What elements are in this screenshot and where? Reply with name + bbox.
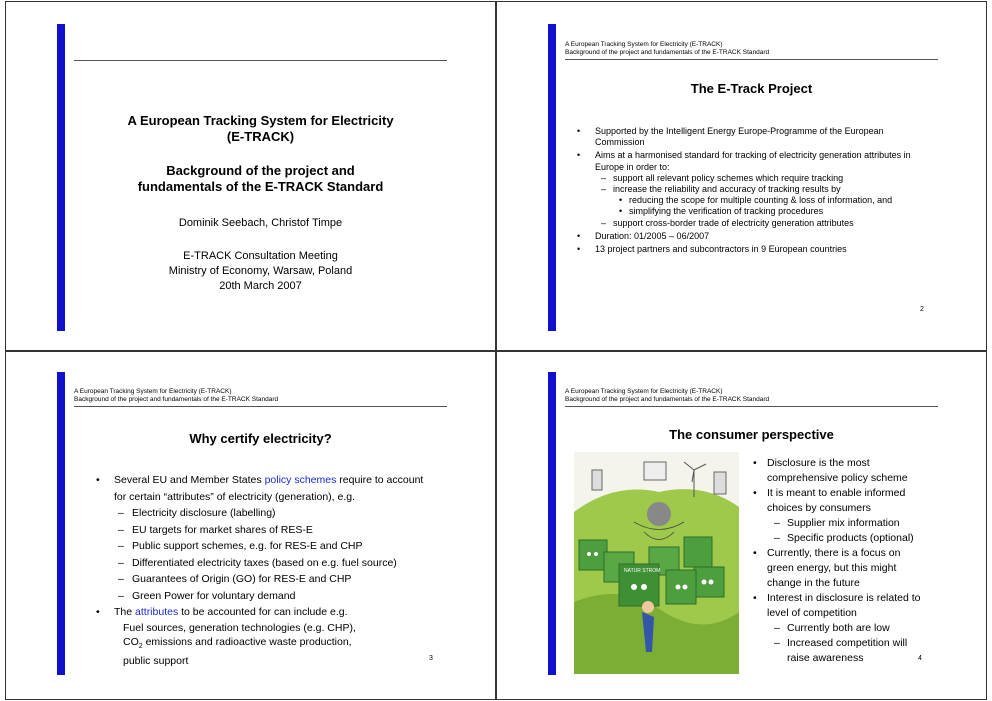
- slide-accent-bar: [548, 372, 556, 675]
- presentation-subtitle: Background of the project and fundamentals of the E-TRACK Standard: [137, 163, 384, 194]
- slide-accent-bar: [548, 24, 556, 331]
- list-item: – Differentiated electricity taxes (based on e.g. fuel source): [90, 555, 435, 572]
- natur-strom-label: NATUR STROM: [624, 568, 661, 574]
- list-item: – increase the reliability and accuracy of tracking results by: [571, 184, 921, 195]
- list-item: • The attributes to be accounted for can include e.g.: [90, 604, 435, 621]
- slide-accent-bar: [57, 372, 65, 675]
- list-item: – Green Power for voluntary demand: [90, 588, 435, 605]
- slide-header: A European Tracking System for Electricity (E-TRACK) Background of the project and fundamentals of the E-TRACK Standard: [565, 388, 770, 403]
- list-item: • Currently, there is a focus on green energy, but this might change in the future: [750, 546, 930, 591]
- page-number: 2: [920, 306, 924, 313]
- slide-title: Why certify electricity?: [189, 431, 332, 446]
- list-item: • 13 project partners and subcontractors in 9 European countries: [571, 244, 921, 255]
- bullet-list: [750, 456, 930, 666]
- slide-accent-bar: [57, 24, 65, 331]
- list-item: • Interest in disclosure is related to level of competition: [750, 591, 930, 621]
- slide-4: [496, 351, 987, 700]
- list-item: – Guarantees of Origin (GO) for RES-E and CHP: [90, 571, 435, 588]
- slide-2: [496, 1, 987, 351]
- list-item: • Supported by the Intelligent Energy Europe-Programme of the European Commission: [571, 126, 921, 148]
- bullet-list: [571, 124, 921, 255]
- slide-3: [5, 351, 496, 700]
- list-item: • Disclosure is the most comprehensive policy scheme: [750, 456, 930, 486]
- list-item: • It is meant to enable informed choices by consumers: [750, 486, 930, 516]
- list-item: • Several EU and Member States policy schemes require to account for certain “attributes” of electricity (generation), e.g.: [90, 472, 435, 505]
- slide-title: The consumer perspective: [669, 427, 834, 442]
- list-item: – support all relevant policy schemes which require tracking: [571, 173, 921, 184]
- list-item: • Duration: 01/2005 – 06/2007: [571, 231, 921, 242]
- list-item: • Aims at a harmonised standard for tracking of electricity generation attributes in Europe in order to:: [571, 150, 921, 172]
- header-rule: [565, 59, 938, 60]
- slide-title: The E-Track Project: [690, 81, 813, 96]
- list-item: – support cross-border trade of electricity generation attributes: [571, 218, 921, 229]
- slide-1: [5, 1, 496, 351]
- list-item: – Supplier mix information: [750, 516, 930, 531]
- bullet-list: [90, 472, 435, 668]
- list-item: – Public support schemes, e.g. for RES-E and CHP: [90, 538, 435, 555]
- header-rule: [565, 406, 938, 407]
- policy-schemes-link[interactable]: policy schemes: [264, 474, 337, 486]
- list-item: – Electricity disclosure (labelling): [90, 505, 435, 522]
- list-item: • reducing the scope for multiple counting & loss of information, and: [571, 195, 921, 206]
- header-rule: [74, 406, 447, 407]
- slide-header: A European Tracking System for Electricity (E-TRACK) Background of the project and fundamentals of the E-TRACK Standard: [74, 388, 279, 403]
- list-item: • simplifying the verification of tracking procedures: [571, 206, 921, 217]
- page-number: 4: [918, 655, 922, 662]
- attribute-details: Fuel sources, generation technologies (e.g. CHP), $CO_2$ emissions and radioactive waste production, public support: [123, 621, 356, 667]
- slide-header: A European Tracking System for Electricity (E-TRACK) Background of the project and fundamentals of the E-TRACK Standard: [565, 41, 770, 56]
- page-number: 3: [429, 655, 433, 662]
- meeting-info: E-TRACK Consultation Meeting Ministry of Economy, Warsaw, Poland 20th March 2007: [168, 250, 353, 292]
- list-item: – Specific products (optional): [750, 531, 930, 546]
- list-item: – Currently both are low: [750, 621, 930, 636]
- consumer-illustration: [574, 452, 739, 674]
- authors: Dominik Seebach, Christof Timpe: [178, 217, 343, 229]
- list-item: – Increased competition will raise awareness: [750, 636, 930, 666]
- list-item: – EU targets for market shares of RES-E: [90, 522, 435, 539]
- presentation-title: A European Tracking System for Electricity (E-TRACK): [127, 113, 394, 144]
- attributes-link[interactable]: attributes: [135, 606, 179, 618]
- header-rule: [74, 60, 447, 61]
